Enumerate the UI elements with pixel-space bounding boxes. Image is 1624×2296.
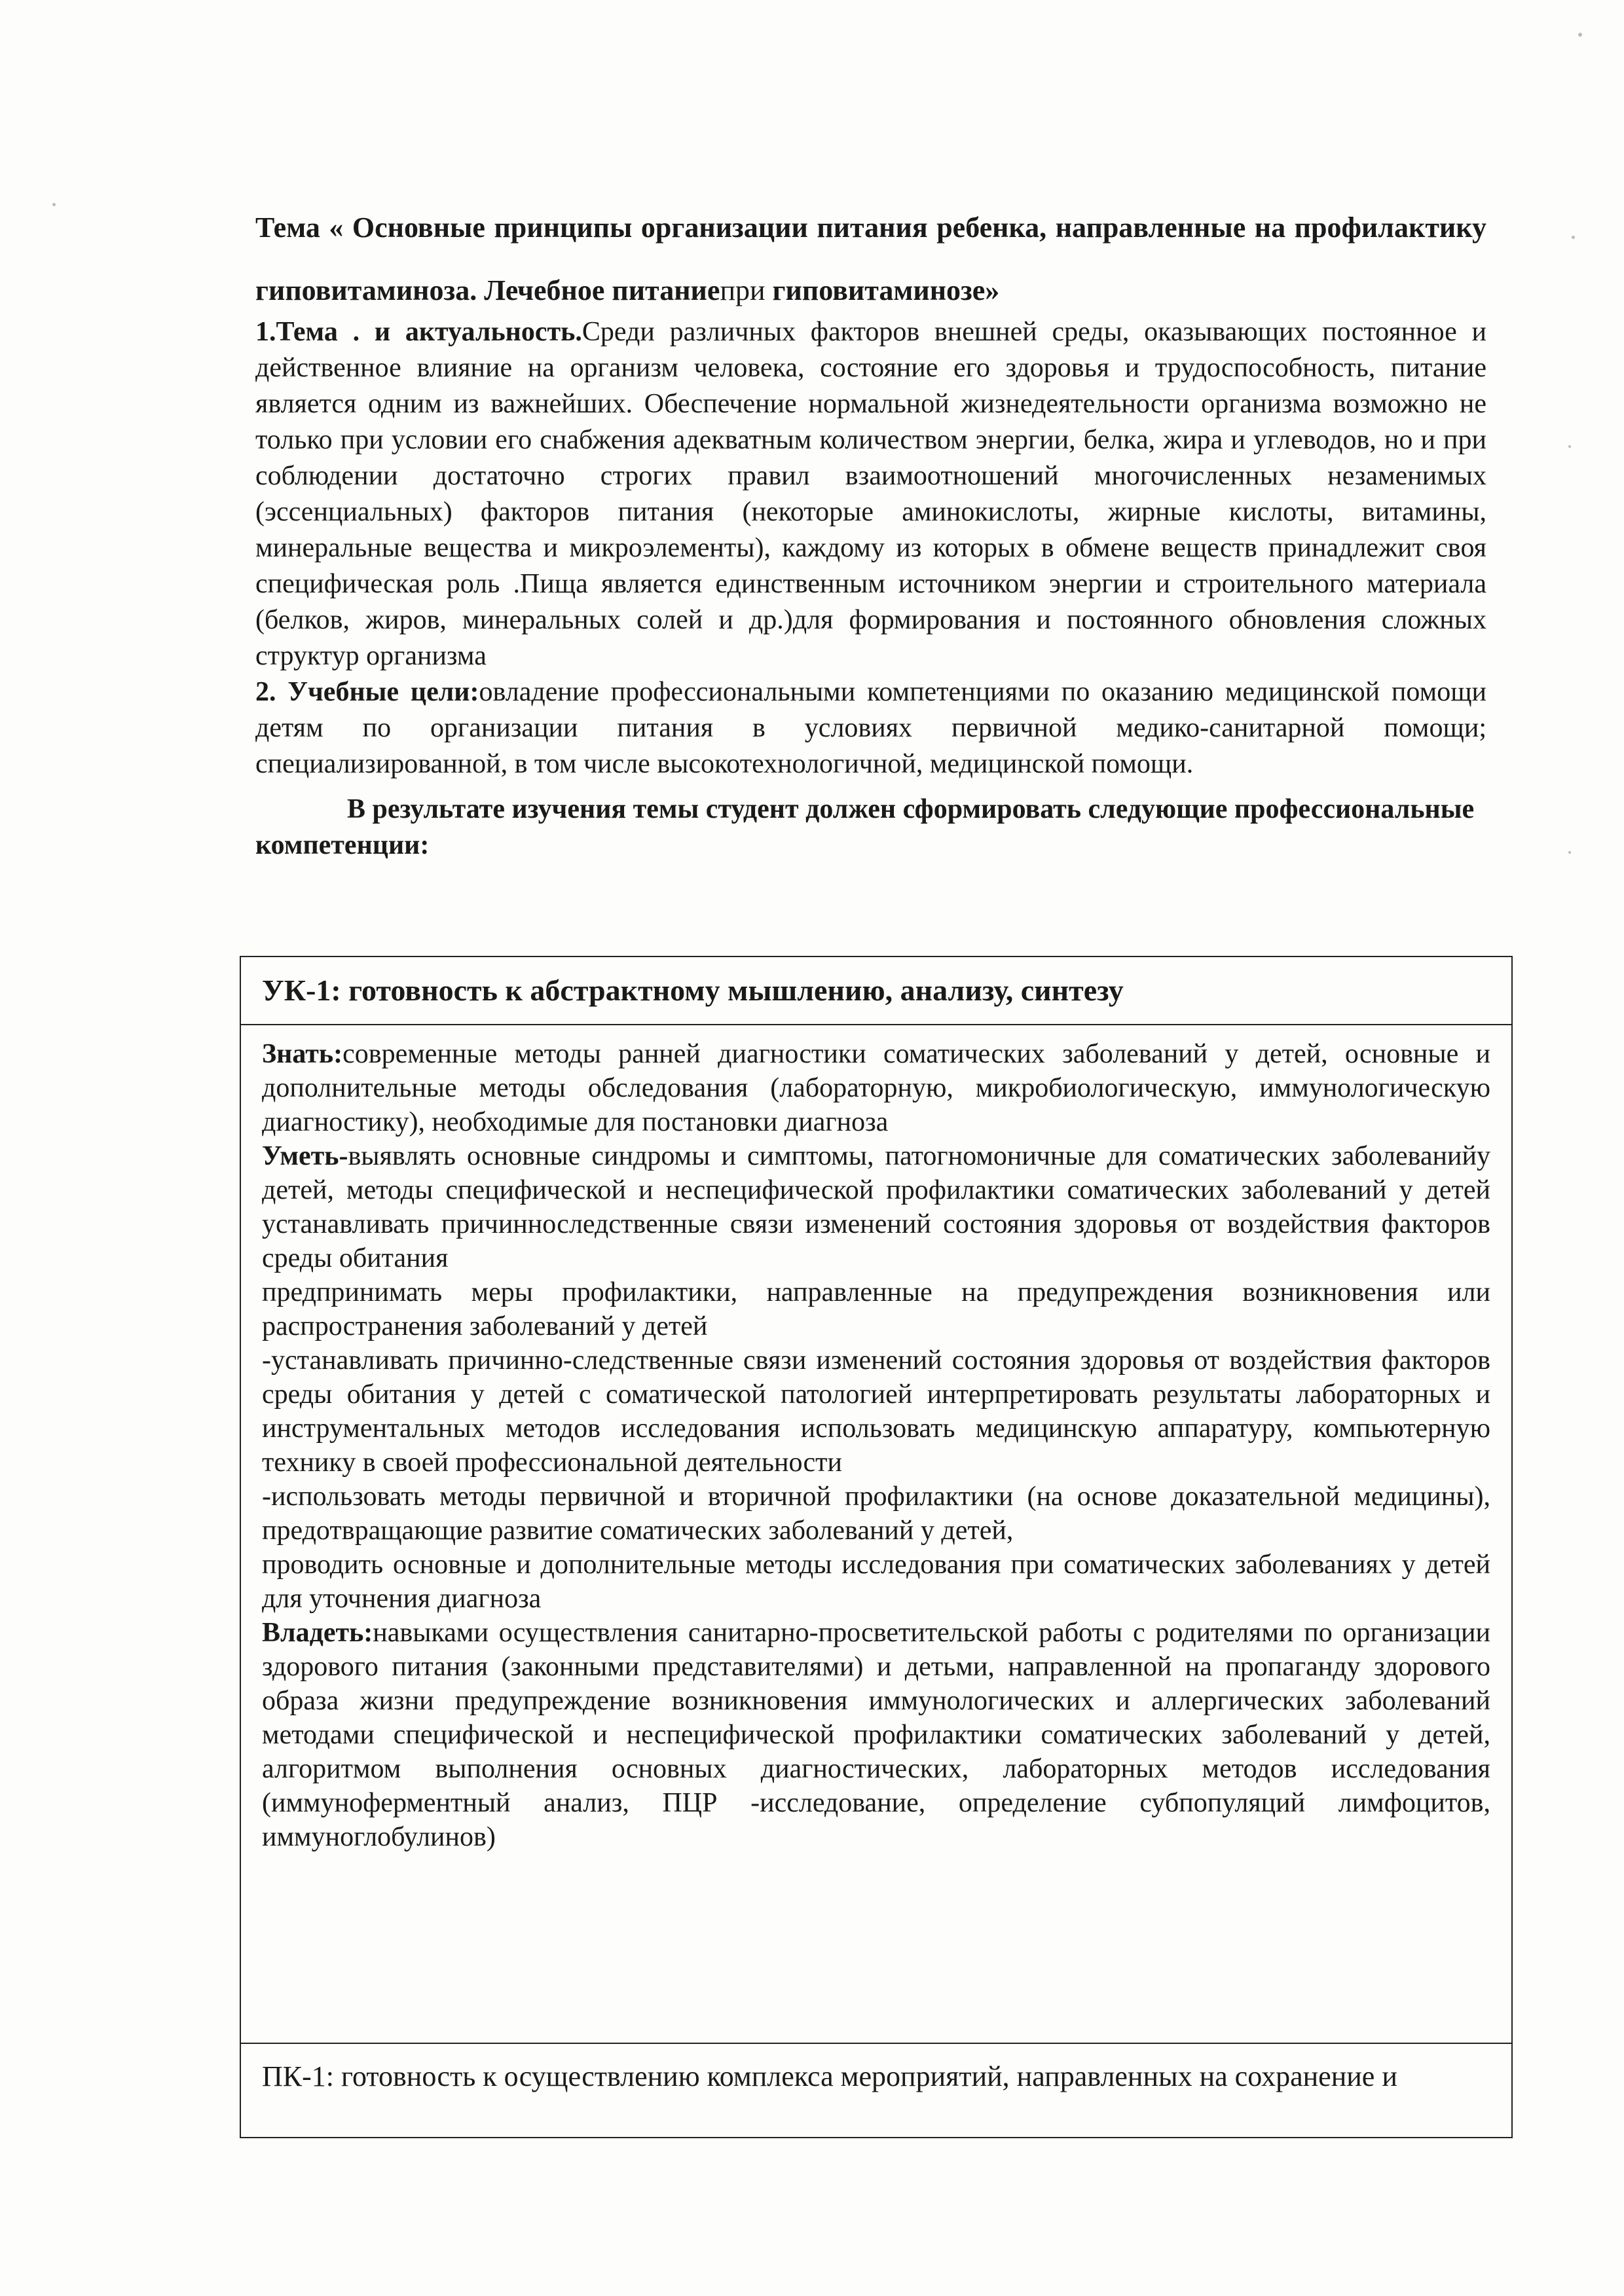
title-end: гиповитаминозе» (772, 274, 1000, 306)
can-label: Уметь- (262, 1141, 348, 1171)
section-relevance (255, 314, 1486, 674)
result-intro: В результате изучения темы студент должен сформировать следующие профессиональные компетенции: (255, 794, 1475, 860)
section2-label: 2. Учебные цели: (255, 677, 479, 707)
title-label: Тема (255, 211, 320, 244)
title-connector: при (720, 274, 766, 306)
scan-speck (1568, 851, 1571, 854)
pk1-heading: ПК-1: готовность к осуществлению комплекса мероприятий, направленных на сохранение и (262, 2060, 1397, 2092)
can-text: выявлять основные синдромы и симптомы, патогномоничные для соматических заболеванийу детей, методы специфической и неспецифической профилактики соматических заболеваний у детей устанавливать причинноследственные связи изменений состояния здоровья от воздействия факторов среды обитания (262, 1141, 1490, 1273)
know-text: современные методы ранней диагностики соматических заболеваний у детей, основные и дополнительные методы обследования (лабораторную, микробиологическую, иммунологическую диагностику), необходимые для постановки диагноза (262, 1039, 1490, 1137)
competency-table (240, 956, 1513, 2138)
scan-speck (1568, 445, 1571, 448)
title-text: « Основные принципы организации питания ребенка, направленные на профилактику гиповитаминоза. Лечебное питание (255, 211, 1487, 306)
know-label: Знать: (262, 1039, 343, 1069)
can-paragraph-2: предпринимать меры профилактики, направленные на предупреждения возникновения или распространения заболеваний у детей (262, 1277, 1490, 1341)
uk1-details (241, 1025, 1511, 2044)
section1-text: Среди различных факторов внешней среды, оказывающих постоянное и действенное влияние на организм человека, состояние его здоровья и трудоспособность, питание является одним из важнейших. Обеспечение нормальной жизнедеятельности организма возможно не только при условии его снабжения адекватным количеством энергии, белка, жира и углеводов, но и при соблюдении достаточно строгих правил взаимоотношений многочисленных незаменимых (эссенциальных) факторов питания (некоторые аминокислоты, жирные кислоты, витамины, минеральные вещества и микроэлементы), каждому из которых в обмене веществ принадлежит своя специфическая роль .Пища является единственным источником энергии и строительного материала (белков, жиров, минеральных солей и др.)для формирования и постоянного обновления сложных структур организма (255, 317, 1486, 671)
can-paragraph-5: проводить основные и дополнительные методы исследования при соматических заболеваниях у детей для уточнения диагноза (262, 1550, 1490, 1614)
can-paragraph-3: -устанавливать причинно-следственные связи изменений состояния здоровья от воздействия факторов среды обитания у детей с соматической патологией интерпретировать результаты лабораторных и инструментальных методов исследования использовать медицинскую аппаратуру, компьютерную технику в своей профессиональной деятельности (262, 1345, 1490, 1478)
own-label: Владеть: (262, 1618, 373, 1648)
document-title (255, 196, 1486, 322)
can-paragraph-4: -использовать методы первичной и вторичной профилактики (на основе доказательной медицины), предотвращающие развитие соматических заболеваний у детей, (262, 1482, 1490, 1546)
scan-speck (1572, 236, 1575, 239)
section2-text: овладение профессиональными компетенциями по оказанию медицинской помощи детям по организации питания в условиях первичной медико-санитарной помощи; специализированной, в том числе высокотехнологичной, медицинской помощи. (255, 677, 1487, 779)
uk1-heading: УК-1: готовность к абстрактному мышлению, анализу, синтезу (241, 957, 1511, 1025)
know-paragraph (262, 1037, 1490, 1139)
section-goals (255, 674, 1486, 782)
body-text (255, 314, 1486, 864)
can-paragraph (262, 1139, 1490, 1275)
own-text: навыками осуществления санитарно-просветительской работы с родителями по организации здорового питания (законными представителями) и детьми, направленной на пропаганду здорового образа жизни предупреждение возникновения иммунологических и аллергических заболеваний методами специфической и неспецифической профилактики соматических заболеваний у детей, алгоритмом выполнения основных диагностических, лабораторных методов исследования (иммуноферментный анализ, ПЦР -исследование, определение субпопуляций лимфоцитов, иммуноглобулинов) (262, 1618, 1490, 1852)
own-paragraph (262, 1616, 1490, 1854)
scan-speck (1578, 33, 1582, 37)
section1-label: 1.Тема . и актуальность. (255, 317, 582, 347)
scan-speck (52, 203, 56, 206)
